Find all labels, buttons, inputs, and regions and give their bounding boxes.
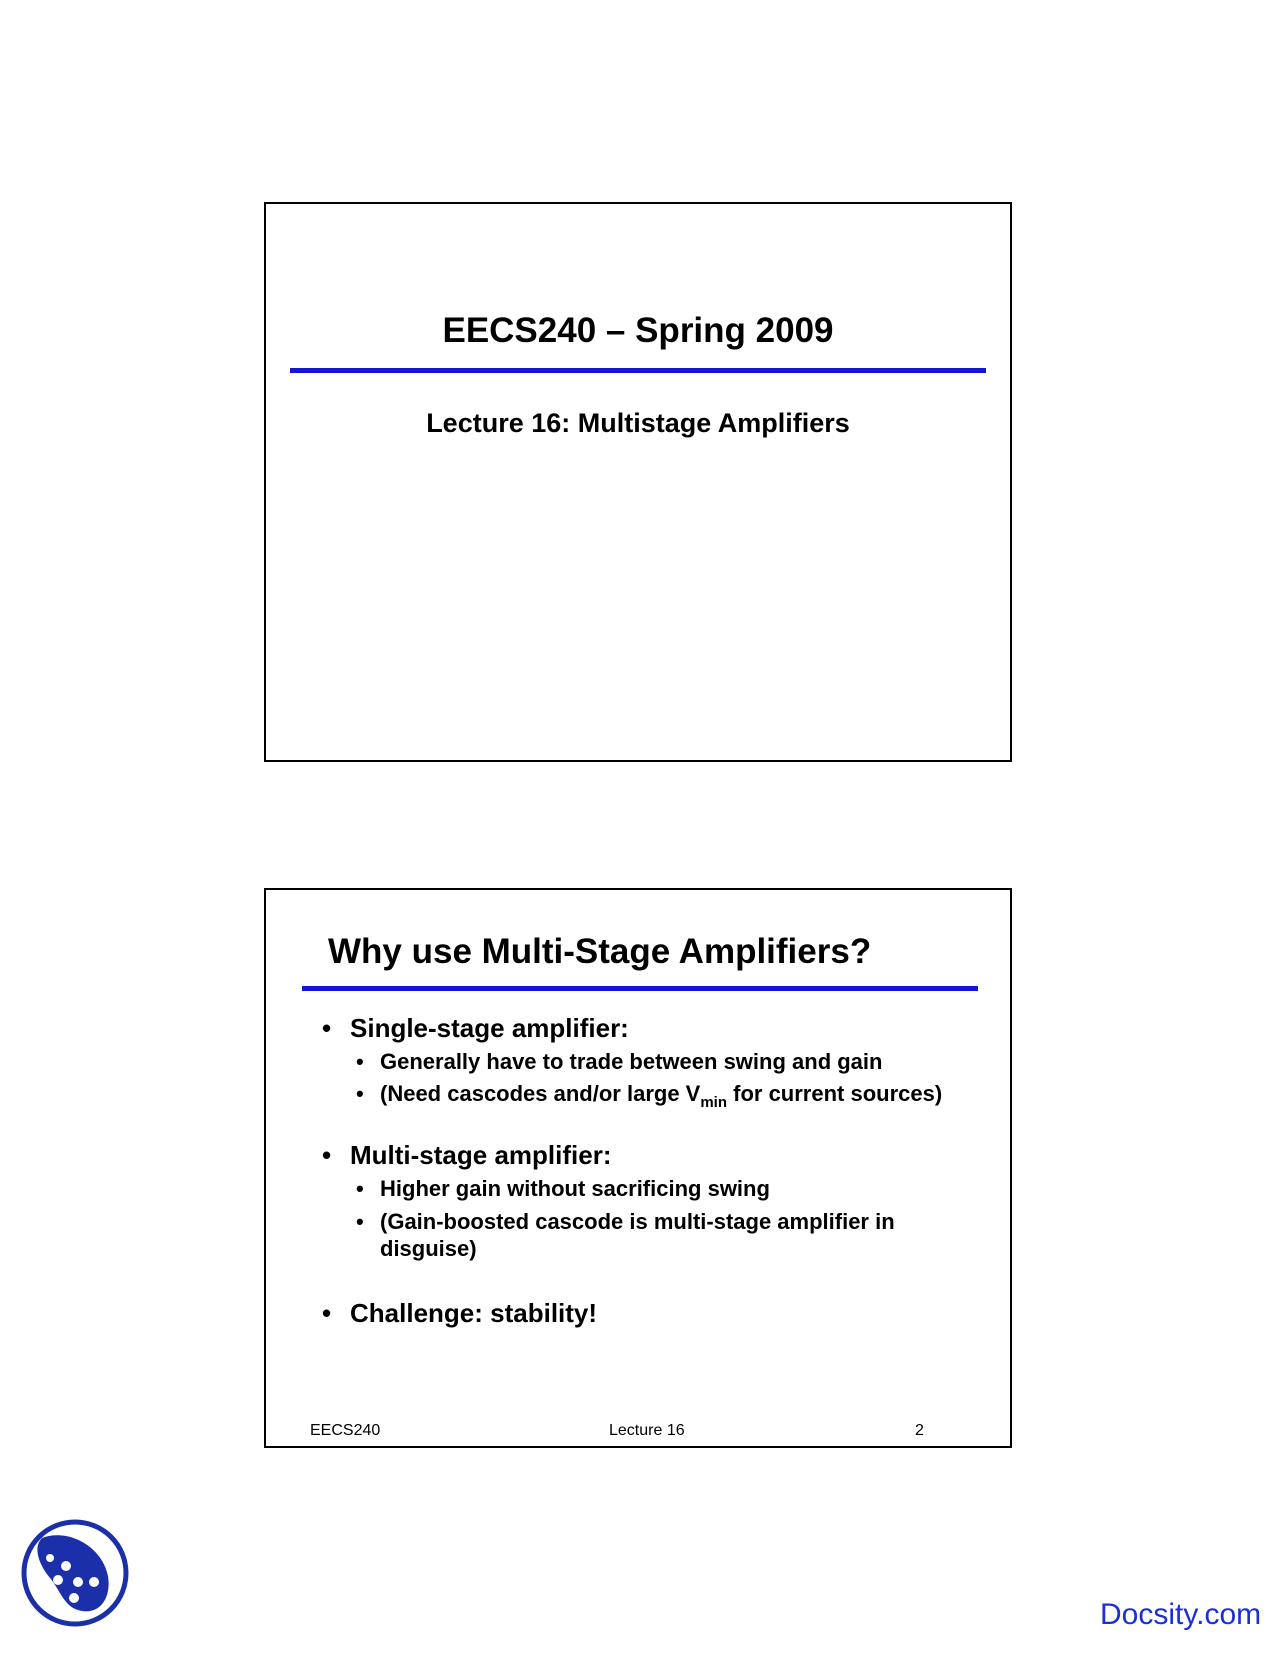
bullet-level2 [356,1080,943,1111]
content-slide [264,888,1012,1448]
footer-course: EECS240 [310,1422,381,1439]
bullet-text-after: for current sources) [727,1081,943,1106]
bullet-dot: • [356,1176,364,1201]
bullet-text-before: (Need cascodes and/or large V [380,1081,701,1106]
bullet-text: Challenge: stability! [350,1298,598,1328]
bullet-text: Generally have to trade between swing and gain [380,1049,883,1074]
bullet-level2 [356,1175,770,1202]
bullet-level1 [322,1140,611,1170]
bullet-level2 [356,1208,895,1262]
footer-lecture: Lecture 16 [609,1422,685,1439]
slide-title: Why use Multi-Stage Amplifiers? [328,932,872,971]
bullet-level1 [322,1298,597,1328]
bullet-dot: • [356,1209,364,1234]
vmin-subscript: min [700,1094,728,1111]
course-title: EECS240 – Spring 2009 [442,311,834,350]
bullet-text: Multi-stage amplifier: [350,1140,612,1170]
lecture-subtitle: Lecture 16: Multistage Amplifiers [426,408,850,438]
bullet-level2 [356,1048,882,1075]
bullet-dot: • [322,1013,332,1043]
title-slide [264,202,1012,762]
bullet-text: Higher gain without sacrificing swing [380,1176,770,1201]
title-underline [290,368,986,373]
bullet-dot: • [322,1298,332,1328]
bullet-dot: • [322,1140,332,1170]
docsity-link[interactable]: Docsity.com [1100,1598,1262,1631]
bullet-level1 [322,1013,629,1043]
bullet-text: (Gain-boosted cascode is multi-stage amplifier in [380,1209,895,1234]
footer-page-number: 2 [915,1422,924,1439]
title-underline [302,986,978,991]
docsity-logo-icon[interactable] [20,1518,130,1628]
bullet-text-continuation: disguise) [380,1236,477,1261]
bullet-text: Single-stage amplifier: [350,1013,629,1043]
bullet-dot: • [356,1081,364,1106]
bullet-dot: • [356,1049,364,1074]
